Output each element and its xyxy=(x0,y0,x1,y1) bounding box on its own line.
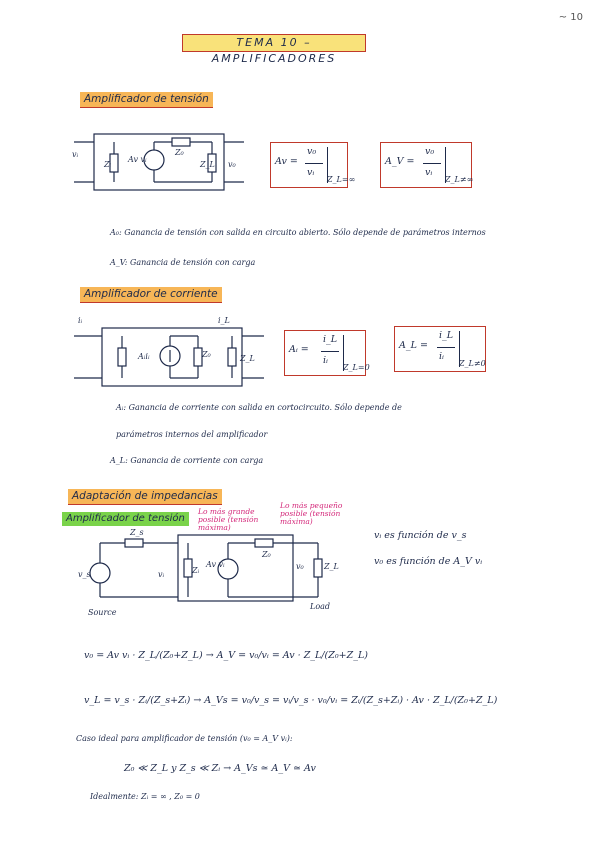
formula-cond: Z_L=0 xyxy=(343,363,370,372)
section-heading-impedancias: Adaptación de impedancias xyxy=(68,489,222,505)
label-load: Load xyxy=(310,602,331,611)
label-zo: Z₀ xyxy=(175,148,184,157)
current-amplifier-circuit xyxy=(74,318,264,392)
ideal-values: Idealmente: Zᵢ = ∞ , Z₀ = 0 xyxy=(90,792,200,801)
side-note-vi: vᵢ es función de v_s xyxy=(374,530,467,541)
formula-lhs: Av = xyxy=(275,156,298,167)
label-il: i_L xyxy=(218,316,230,325)
note-zi-large: Lo más grande posible (tensión máxima) xyxy=(198,507,259,532)
formula-num: i_L xyxy=(439,330,454,341)
side-note-vo: v₀ es función de A_V vᵢ xyxy=(374,556,483,567)
formula-num: v₀ xyxy=(425,146,435,157)
formula-box-AL xyxy=(394,326,486,372)
page-number: ~ 10 xyxy=(558,12,583,23)
label-source: Source xyxy=(88,608,117,617)
desc-AV-load: A_V: Ganancia de tensión con carga xyxy=(110,258,256,267)
formula-num: v₀ xyxy=(307,146,317,157)
label-zo: Z₀ xyxy=(262,550,271,559)
subheading-tension: Amplificador de tensión xyxy=(62,512,189,526)
section-heading-corriente: Amplificador de corriente xyxy=(80,287,222,303)
label-vi: vᵢ xyxy=(158,570,165,579)
label-vs: v_s xyxy=(78,570,91,579)
desc-Ai-short-cont: parámetros internos del amplificador xyxy=(116,430,268,439)
label-zl: Z_L xyxy=(200,160,215,169)
formula-lhs: Aᵢ = xyxy=(289,344,309,355)
label-zi: Zᵢ xyxy=(104,160,112,169)
label-zl: Z_L xyxy=(240,354,255,363)
formula-den: vᵢ xyxy=(425,167,433,178)
desc-Av-open: A₀: Ganancia de tensión con salida en circuito abierto. Sólo depende de parámetros internos xyxy=(110,228,486,237)
formula-box-AV xyxy=(380,142,472,188)
page-title: TEMA 10 – AMPLIFICADORES xyxy=(182,34,366,52)
label-aii: Aᵢiᵢ xyxy=(138,352,150,361)
section-heading-tension: Amplificador de tensión xyxy=(80,92,213,108)
formula-box-Av xyxy=(270,142,356,188)
ideal-case-heading: Caso ideal para amplificador de tensión (v₀ = A_V vᵢ): xyxy=(76,734,293,743)
formula-cond: Z_L≠0 xyxy=(459,359,486,368)
label-avvi: Av vᵢ xyxy=(206,560,225,569)
label-zo: Z₀ xyxy=(202,350,211,359)
formula-den: iᵢ xyxy=(323,355,328,366)
label-ii: iᵢ xyxy=(78,316,83,325)
label-avvi: Av vᵢ xyxy=(128,155,147,164)
note-zo-small: Lo más pequeño posible (tensión máxima) xyxy=(280,501,343,526)
label-zi: Zᵢ xyxy=(192,566,200,575)
formula-box-Ai xyxy=(284,330,370,376)
voltage-amplifier-circuit xyxy=(74,128,244,198)
label-zl: Z_L xyxy=(324,562,339,571)
equation-2: v_L = v_s · Zᵢ/(Z_s+Zᵢ) → A_Vs = v₀/v_s = vᵢ/v_s · v₀/vᵢ = Zᵢ/(Z_s+Zᵢ) · Av · Z_L/(Z₀+Z_L) xyxy=(84,695,498,706)
formula-lhs: A_V = xyxy=(385,156,415,167)
formula-num: i_L xyxy=(323,334,338,345)
formula-cond: Z_L=∞ xyxy=(327,175,356,184)
formula-lhs: A_L = xyxy=(399,340,428,351)
ideal-condition: Z₀ ≪ Z_L y Z_s ≪ Zᵢ → A_Vs ≃ A_V ≃ Av xyxy=(124,763,316,774)
formula-den: iᵢ xyxy=(439,351,444,362)
formula-den: vᵢ xyxy=(307,167,315,178)
equation-1: v₀ = Av vᵢ · Z_L/(Z₀+Z_L) → A_V = v₀/vᵢ = Av · Z_L/(Z₀+Z_L) xyxy=(84,650,369,661)
label-vi: vᵢ xyxy=(72,150,79,159)
desc-Ai-short: Aᵢ: Ganancia de corriente con salida en cortocircuito. Sólo depende de xyxy=(116,403,402,412)
label-vo: v₀ xyxy=(296,562,304,571)
desc-AL-load: A_L: Ganancia de corriente con carga xyxy=(110,456,264,465)
formula-cond: Z_L≠∞ xyxy=(445,175,474,184)
label-zs: Z_s xyxy=(130,528,144,537)
label-vo: v₀ xyxy=(228,160,236,169)
